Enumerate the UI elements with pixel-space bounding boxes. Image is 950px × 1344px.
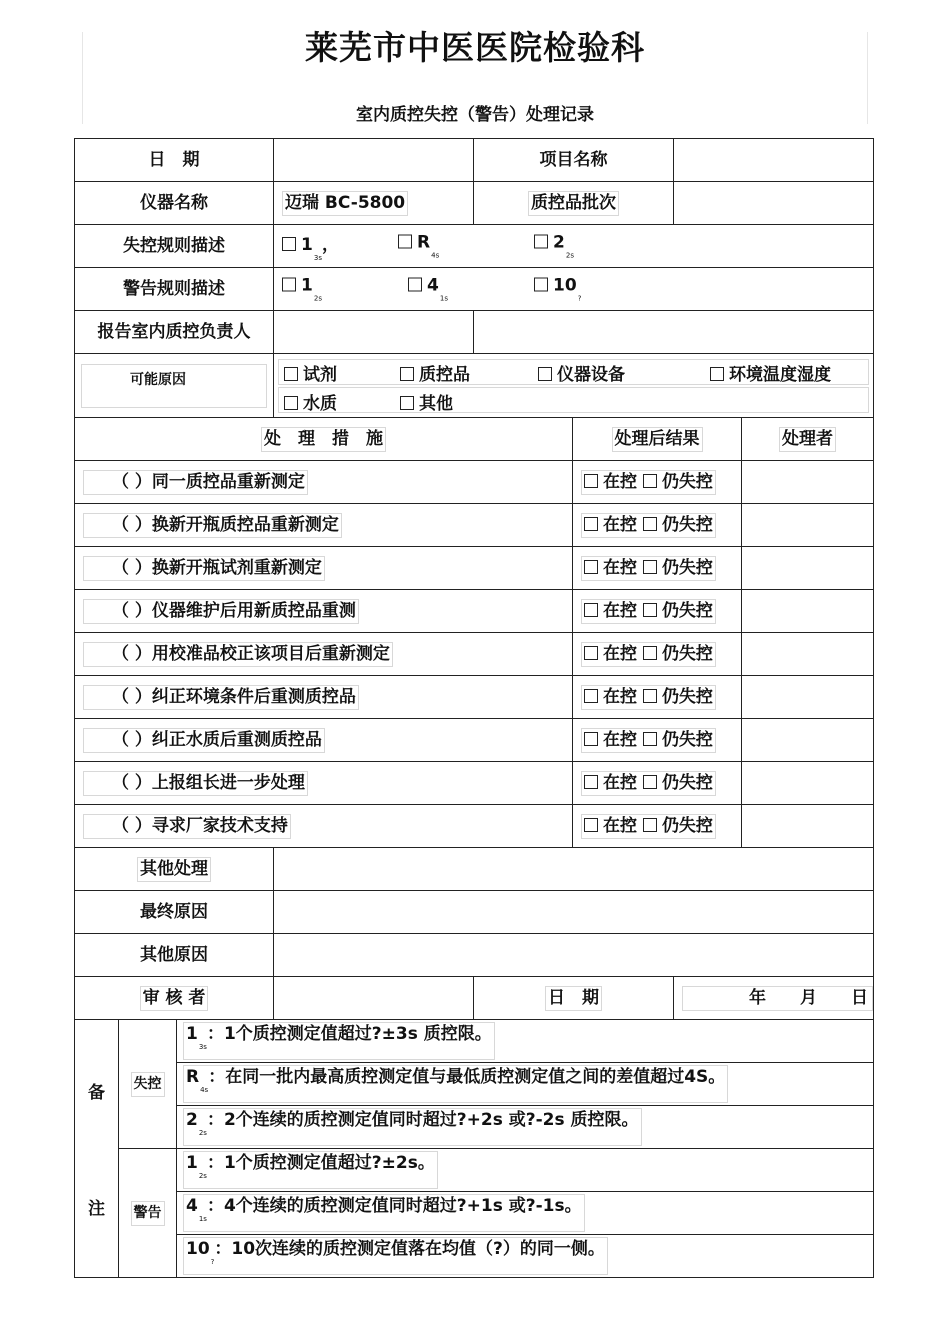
other-cause-field[interactable] <box>274 934 874 977</box>
responsible-field[interactable] <box>274 311 474 354</box>
checkbox-icon[interactable] <box>584 603 598 617</box>
instrument-value: 迈瑞 BC-5800 <box>282 191 408 216</box>
table-row <box>75 676 874 719</box>
possible-cause-options <box>274 354 874 418</box>
responsible-label: 报告室内质控负责人 <box>95 320 254 345</box>
handler-field[interactable] <box>742 719 874 762</box>
cause-instrument-option[interactable]: 仪器设备 <box>538 360 625 385</box>
table-row <box>75 719 874 762</box>
result-cell: 在控 仍失控 <box>573 590 742 633</box>
date-label-cell <box>75 139 274 182</box>
checkbox-icon[interactable] <box>284 396 298 410</box>
warning-remark-label-cell: 警告 <box>119 1149 177 1278</box>
cause-water-option[interactable]: 水质 <box>284 389 337 414</box>
checkbox-icon[interactable] <box>538 367 552 381</box>
handler-field[interactable] <box>742 805 874 848</box>
remark-row <box>75 1063 874 1106</box>
checkbox-icon[interactable] <box>584 560 598 574</box>
rule-10-option[interactable]: $10_?$ <box>534 276 581 303</box>
checkbox-icon[interactable] <box>643 560 657 574</box>
possible-cause-label: 可能原因 <box>81 364 267 408</box>
remarks-label-top: 备 <box>88 1083 105 1103</box>
cause-environment-option[interactable]: 环境温度湿度 <box>710 360 831 385</box>
checkbox-icon[interactable] <box>400 396 414 410</box>
checkbox-icon[interactable] <box>643 732 657 746</box>
action-cell[interactable]: （ ）换新开瓶试剂重新测定 <box>75 547 573 590</box>
result-cell: 在控 仍失控 <box>573 805 742 848</box>
result-cell: 在控 仍失控 <box>573 504 742 547</box>
checkbox-icon[interactable] <box>643 775 657 789</box>
date-field[interactable] <box>274 139 474 182</box>
outofcontrol-rule-label-cell <box>75 225 274 268</box>
remark-note: $4_{1s}$：4个连续的质控测定值同时超过?+1s 或?-1s。 <box>177 1192 874 1235</box>
result-header: 处理后结果 <box>573 418 742 461</box>
responsible-label-cell <box>75 311 274 354</box>
action-cell[interactable]: （ ）纠正环境条件后重测质控品 <box>75 676 573 719</box>
review-date-field[interactable]: 年 月 日 <box>674 977 874 1020</box>
checkbox-icon[interactable] <box>643 603 657 617</box>
result-cell: 在控 仍失控 <box>573 547 742 590</box>
rule-1-3s-option[interactable]: $1_{3s}$， <box>282 230 339 262</box>
result-cell: 在控 仍失控 <box>573 719 742 762</box>
rule-r-4s-option[interactable]: $R_{4s}$ <box>398 233 439 260</box>
result-cell: 在控 仍失控 <box>573 762 742 805</box>
checkbox-icon[interactable] <box>398 235 412 249</box>
checkbox-icon[interactable] <box>643 646 657 660</box>
remark-row <box>75 1149 874 1192</box>
table-row <box>75 633 874 676</box>
outofcontrol-rule-options <box>274 225 874 268</box>
checkbox-icon[interactable] <box>643 474 657 488</box>
remark-row <box>75 1235 874 1278</box>
hospital-title: 莱芜市中医医院检验科 <box>305 28 645 67</box>
remark-row <box>75 1020 874 1063</box>
reviewer-field[interactable] <box>274 977 474 1020</box>
checkbox-icon[interactable] <box>284 367 298 381</box>
handler-field[interactable] <box>742 547 874 590</box>
measures-header: 处 理 措 施 <box>75 418 573 461</box>
instrument-label: 仪器名称 <box>137 191 211 216</box>
instrument-field[interactable] <box>274 182 474 225</box>
qc-record-form <box>74 138 874 1278</box>
cause-qc-material-option[interactable]: 质控品 <box>400 360 470 385</box>
rule-2-2s-option[interactable]: $2_{2s}$ <box>534 233 574 260</box>
action-cell[interactable]: （ ）换新开瓶质控品重新测定 <box>75 504 573 547</box>
checkbox-icon[interactable] <box>584 689 598 703</box>
action-cell[interactable]: （ ）寻求厂家技术支持 <box>75 805 573 848</box>
remark-row <box>75 1106 874 1149</box>
checkbox-icon[interactable] <box>584 474 598 488</box>
table-row <box>75 805 874 848</box>
remark-row <box>75 1192 874 1235</box>
handler-field[interactable] <box>742 504 874 547</box>
handler-field[interactable] <box>742 461 874 504</box>
instrument-label-cell <box>75 182 274 225</box>
handler-field[interactable] <box>742 633 874 676</box>
action-cell[interactable]: （ ）纠正水质后重测质控品 <box>75 719 573 762</box>
project-name-field[interactable] <box>674 139 874 182</box>
responsible-field-extra[interactable] <box>474 311 874 354</box>
table-row <box>75 590 874 633</box>
action-cell[interactable]: （ ）仪器维护后用新质控品重测 <box>75 590 573 633</box>
cause-other-option[interactable]: 其他 <box>400 389 453 414</box>
action-cell[interactable]: （ ）同一质控品重新测定 <box>75 461 573 504</box>
checkbox-icon[interactable] <box>584 775 598 789</box>
other-handling-label-cell: 其他处理 <box>75 848 274 891</box>
date-label: 日 期 <box>146 148 203 173</box>
outofcontrol-remark-label-cell: 失控 <box>119 1020 177 1149</box>
result-cell: 在控 仍失控 <box>573 461 742 504</box>
checkbox-icon[interactable] <box>400 367 414 381</box>
other-cause-label-cell: 其他原因 <box>75 934 274 977</box>
remark-note: $2_{2s}$：2个连续的质控测定值同时超过?+2s 或?-2s 质控限。 <box>177 1106 874 1149</box>
checkbox-icon[interactable] <box>584 732 598 746</box>
table-row <box>75 547 874 590</box>
table-row <box>75 461 874 504</box>
qc-lot-label: 质控品批次 <box>528 191 619 216</box>
handler-header: 处理者 <box>742 418 874 461</box>
remark-note: $1_{2s}$：1个质控测定值超过?±2s。 <box>177 1149 874 1192</box>
outofcontrol-rule-label: 失控规则描述 <box>120 234 228 259</box>
action-cell[interactable]: （ ）上报组长进一步处理 <box>75 762 573 805</box>
qc-lot-label-cell <box>474 182 674 225</box>
handler-field[interactable] <box>742 762 874 805</box>
rule-4-1s-option[interactable]: $4_{1s}$ <box>408 276 448 303</box>
checkbox-icon[interactable] <box>643 689 657 703</box>
checkbox-icon[interactable] <box>643 818 657 832</box>
form-title: 室内质控失控（警告）处理记录 <box>356 105 594 125</box>
handler-field[interactable] <box>742 590 874 633</box>
table-row <box>75 762 874 805</box>
reviewer-label-cell: 审 核 者 <box>75 977 274 1020</box>
remark-note: $10_?$：10次连续的质控测定值落在均值（?）的同一侧。 <box>177 1235 874 1278</box>
result-cell: 在控 仍失控 <box>573 633 742 676</box>
possible-cause-label-cell <box>75 354 274 418</box>
checkbox-icon[interactable] <box>643 517 657 531</box>
checkbox-icon[interactable] <box>282 278 296 292</box>
warning-rule-label: 警告规则描述 <box>120 277 228 302</box>
checkbox-icon[interactable] <box>534 235 548 249</box>
other-handling-field[interactable] <box>274 848 874 891</box>
warning-rule-label-cell <box>75 268 274 311</box>
rule-1-2s-option[interactable]: $1_{2s}$ <box>282 276 322 303</box>
action-cell[interactable]: （ ）用校准品校正该项目后重新测定 <box>75 633 573 676</box>
checkbox-icon[interactable] <box>584 818 598 832</box>
remarks-label-cell <box>75 1020 119 1278</box>
final-cause-field[interactable] <box>274 891 874 934</box>
checkbox-icon[interactable] <box>534 278 548 292</box>
checkbox-icon[interactable] <box>282 237 296 251</box>
warning-rule-options <box>274 268 874 311</box>
result-cell: 在控 仍失控 <box>573 676 742 719</box>
cause-reagent-option[interactable]: 试剂 <box>284 360 337 385</box>
handler-field[interactable] <box>742 676 874 719</box>
project-name-label-cell <box>474 139 674 182</box>
review-date-label-cell: 日 期 <box>474 977 674 1020</box>
table-row <box>75 504 874 547</box>
checkbox-icon[interactable] <box>408 278 422 292</box>
checkbox-icon[interactable] <box>584 646 598 660</box>
checkbox-icon[interactable] <box>584 517 598 531</box>
final-cause-label-cell: 最终原因 <box>75 891 274 934</box>
checkbox-icon[interactable] <box>710 367 724 381</box>
qc-lot-field[interactable] <box>674 182 874 225</box>
remarks-label-bottom: 注 <box>88 1199 105 1219</box>
remark-note: $R_{4s}$：在同一批内最高质控测定值与最低质控测定值之间的差值超过4S。 <box>177 1063 874 1106</box>
project-name-label: 项目名称 <box>537 148 611 173</box>
remark-note: $1_{3s}$：1个质控测定值超过?±3s 质控限。 <box>177 1020 874 1063</box>
